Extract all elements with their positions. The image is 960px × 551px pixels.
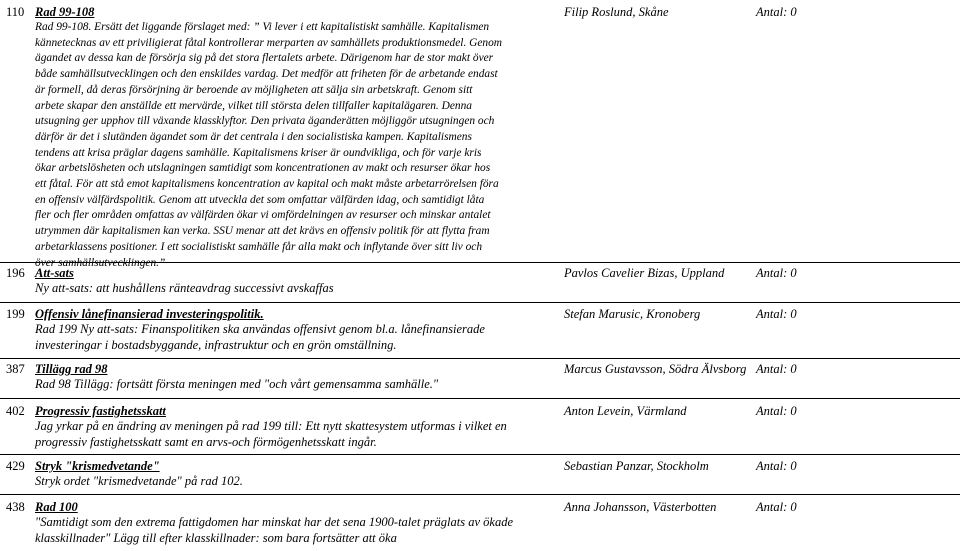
body-line: fler och fler områden omfattas av välfärden ökar vi omfördelningen av resurser och minskar antalet <box>35 209 491 222</box>
entry-divider <box>0 494 960 495</box>
body-line: "Samtidigt som den extrema fattigdomen har minskat har det sena 1900-talet präglats av ökade <box>35 515 513 529</box>
entry-author: Anton Levein, Värmland <box>564 404 687 418</box>
entry-title[interactable]: Rad 99-108 <box>35 5 95 19</box>
body-line: kännetecknas av ett priviligierat fåtal kontrollerar merparten av samhällets produktionsmedel. Genom <box>35 36 503 49</box>
entry-number: 199 <box>6 307 25 321</box>
entry-body <box>35 419 507 450</box>
body-line: över samhällsutvecklingen.” <box>35 256 166 269</box>
body-line: Rad 98 Tillägg: fortsätt första meningen med "och vårt gemensamma samhälle." <box>35 377 439 391</box>
entry-count: Antal: 0 <box>756 307 797 321</box>
entry-count: Antal: 0 <box>756 362 797 376</box>
entry-divider <box>0 358 960 359</box>
entry-divider <box>0 262 960 263</box>
body-line: Stryk ordet "krismedvetande" på rad 102. <box>35 474 243 488</box>
body-line: både samhällsutvecklingen och den enskildes vardag. Det medför att friheten för de arbetande endast <box>35 68 498 81</box>
entry-count: Antal: 0 <box>756 459 797 473</box>
body-line: Rad 99-108. Ersätt det liggande förslaget med: ” Vi lever i ett kapitalistiskt samhälle. Kapitalismen <box>35 21 490 33</box>
entry-body <box>35 281 334 297</box>
body-line: ett fåtal. För att stå emot kapitalismens koncentration av kapital och makt måste arbetarrörelsen föra <box>35 178 499 191</box>
entry-number: 402 <box>6 404 25 418</box>
entry-body <box>35 474 243 490</box>
entry-title[interactable]: Att-sats <box>35 266 74 280</box>
body-line: ägandet av dessa kan de försörja sig på det stora flertalets arbete. Därigenom har de stor makt över <box>35 52 494 65</box>
body-line: klasskillnader" Lägg till efter klasskillnader: som bara fortsätter att öka <box>35 530 397 545</box>
body-line: progressiv fastighetsskatt samt en arvs-och förmögenhetsskatt ingår. <box>35 434 377 449</box>
body-line: Ny att-sats: att hushållens ränteavdrag successivt avskaffas <box>35 281 334 295</box>
entry-title[interactable]: Stryk "krismedvetande" <box>35 459 160 473</box>
entry-divider <box>0 454 960 455</box>
entry-author: Marcus Gustavsson, Södra Älvsborg <box>564 362 747 376</box>
entry-count: Antal: 0 <box>756 5 797 19</box>
entry-number: 110 <box>6 5 25 19</box>
body-line: arbete skapar den anställde ett mervärde, vilket till största delen tillfaller kapitalägaren. Denna <box>35 99 472 112</box>
entry-title[interactable]: Offensiv lånefinansierad investeringspolitik. <box>35 307 264 321</box>
body-line: är formell, då deras försörjning är beroende av möjligheten att sälja sin arbetskraft. Genom sitt <box>35 83 473 96</box>
body-line: Rad 199 Ny att-sats: Finanspolitiken ska användas offensivt genom bl.a. lånefinansierade <box>35 322 485 336</box>
body-line: arbetarklassens positioner. I ett socialistiskt samhälle får alla makt och inflytande över sitt liv och <box>35 240 483 253</box>
entry-title[interactable]: Rad 100 <box>35 500 78 514</box>
entry-body <box>35 515 513 546</box>
body-line: tendens att krisa präglar dagens samhälle. Kapitalismens kriser är oundvikliga, och för varje kris <box>35 146 482 159</box>
entry-count: Antal: 0 <box>756 266 797 280</box>
entry-author: Anna Johansson, Västerbotten <box>564 500 717 514</box>
entry-number: 429 <box>6 459 25 473</box>
entry-title[interactable]: Tillägg rad 98 <box>35 362 108 376</box>
body-line: därför är det i slutänden ägandet som är det centrala i den socialistiska kampen. Kapitalismens <box>35 130 472 143</box>
entry-count: Antal: 0 <box>756 500 797 514</box>
body-line: investeringar i bostadsbyggande, infrastruktur och en grön omställning. <box>35 337 397 352</box>
body-line: en offensiv välfärdspolitik. Genom att utveckla det som omfattar välfärden idag, och samtidigt låta <box>35 193 485 206</box>
entry-title[interactable]: Progressiv fastighetsskatt <box>35 404 166 418</box>
entry-number: 196 <box>6 266 25 280</box>
entry-divider <box>0 398 960 399</box>
entry-author: Stefan Marusic, Kronoberg <box>564 307 701 321</box>
entry-author: Filip Roslund, Skåne <box>564 5 669 19</box>
body-line: ökar arbetslösheten och utslagningen samtidigt som koncentrationen av makt och resurser ökar hos <box>35 162 491 175</box>
entry-divider <box>0 302 960 303</box>
entry-number: 387 <box>6 362 25 376</box>
body-line: Jag yrkar på en ändring av meningen på rad 199 till: Ett nytt skattesystem utformas i vilket en <box>35 419 507 433</box>
entry-number: 438 <box>6 500 25 514</box>
body-line: utsugning ger upphov till växande klassklyftor. Den privata äganderätten möjliggör utsugningen och <box>35 115 495 128</box>
entry-body <box>35 377 438 393</box>
entry-author: Pavlos Cavelier Bizas, Uppland <box>564 266 725 280</box>
entry-author: Sebastian Panzar, Stockholm <box>564 459 709 473</box>
entry-count: Antal: 0 <box>756 404 797 418</box>
body-line: utrymmen där kapitalismen kan verka. SSU menar att det krävs en offensiv politik för att flytta fram <box>35 225 490 238</box>
entry-body <box>35 20 502 271</box>
entry-body <box>35 322 485 353</box>
